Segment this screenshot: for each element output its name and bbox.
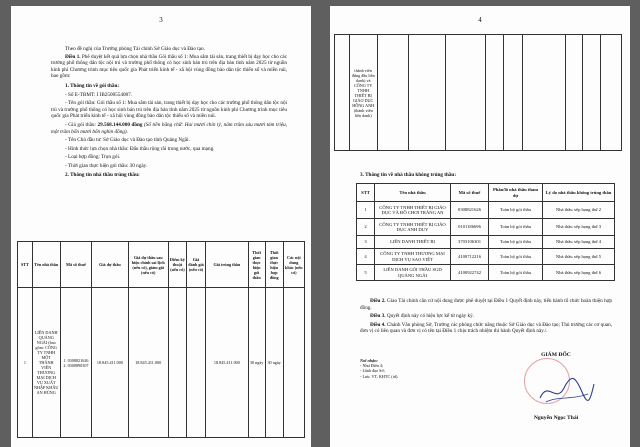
signature-block <box>506 352 606 432</box>
header-cell: STT <box>357 184 375 202</box>
table-cell: CÔNG TY TNHH THIẾT BỊ GIÁO DỤC ANH DUY <box>375 219 451 236</box>
table-cell: Toàn bộ gói thầu <box>489 236 543 249</box>
table-cell: thành viên đứng đầu liên danh) và CÔNG TY TNHH THIẾT BỊ GIÁO DỤC HỒNG ANH (thành viên liên danh) <box>349 35 377 151</box>
table-cell: 3 <box>357 236 375 249</box>
table-cell: Toàn bộ gói thầu <box>489 249 543 265</box>
recipient-item: - Lãnh đạo Sở; <box>360 368 385 374</box>
contract-type: - Loại hợp đồng: Trọn gói. <box>65 154 121 161</box>
header-cell: Điểm kỹ thuật (nếu có) <box>168 242 186 288</box>
article-1 <box>51 54 287 80</box>
table-row <box>357 249 615 265</box>
article-3 <box>360 313 612 320</box>
table-header-row <box>18 242 305 288</box>
loser-table <box>356 183 615 281</box>
winner-table <box>17 241 305 438</box>
header-cell: Tên nhà thầu <box>32 242 60 288</box>
page-number: 4 <box>478 16 482 24</box>
table-cell: 18.845.411.000 <box>128 288 168 438</box>
table-cell: 30 ngày <box>265 288 283 438</box>
table-row <box>357 219 615 236</box>
article-2 <box>360 298 612 311</box>
table-cell: 1. 0308821626 2. 0300890307 <box>60 288 92 438</box>
ebmt-number: - Số E-TBMT: I IB2500554087. <box>65 91 133 98</box>
article-4-label: Điều 4. <box>370 321 386 328</box>
recipient-item: - Lưu: VT, KHTC (td). <box>360 373 399 379</box>
header-cell: Thời gian thực hiện gói thầu <box>248 242 265 288</box>
package-name: - Tên gói thầu: Gói thầu số 1: Mua sắm tài sản, trang thiết bị dạy học cho các trường phổ thông dân tộc nội trú và trường phổ thông có học sinh bán trú trên địa bàn tỉnh năm 2025 từ nguồn kinh phí Chương trình mục tiêu quốc gia Phát triển kinh tế - xã hội vùng đồng bào dân tộc thiểu số và miền núi. <box>51 100 287 120</box>
table-cell: Nhà thầu xếp hạng thứ 5 <box>543 249 615 265</box>
header-cell: STT <box>18 242 33 288</box>
table-cell: 4100922742 <box>451 265 489 281</box>
header-cell: Mã số thuế <box>60 242 92 288</box>
table-cell: Toàn bộ gói thầu <box>489 219 543 236</box>
handwritten-signature <box>536 374 596 408</box>
package-price <box>51 122 287 135</box>
section-3-heading: 3. Thông tin về nhà thầu không trúng thầu: <box>360 172 457 178</box>
table-cell: 4 <box>357 249 375 265</box>
table-cell: CÔNG TY TNHH THƯƠNG MẠI DỊCH VỤ SAO VIỆT <box>375 249 451 265</box>
table-row <box>335 35 622 151</box>
table-cell: Nhà thầu xếp hạng thứ 6 <box>543 265 615 281</box>
table-cell <box>168 288 186 438</box>
header-cell: Thời gian thực hiện hợp đồng <box>265 242 283 288</box>
recipients-title: Nơi nhận: <box>360 358 378 363</box>
table-cell: LIÊN DANH THIẾT BỊ <box>375 236 451 249</box>
header-cell: Lý do nhà thầu không trúng thầu <box>543 184 615 202</box>
table-cell: 0308821626 <box>451 202 489 219</box>
table-cell: 18.845.411.000 <box>206 288 249 438</box>
recipients-block <box>360 358 470 379</box>
table-cell: 4100712216 <box>451 249 489 265</box>
table-cell: 1 <box>357 202 375 219</box>
winner-table-continued <box>334 34 622 151</box>
duration: - Thời gian thực hiện gói thầu: 30 ngày. <box>65 162 148 169</box>
table-cell: Nhà thầu xếp hạng thứ 2 <box>543 202 615 219</box>
table-cell: 30 ngày <box>248 288 265 438</box>
table-row <box>18 288 305 438</box>
table-cell <box>283 288 304 438</box>
article-2-text: Giao Tài chính căn cứ nội dung được phê duyệt tại Điều 1 Quyết định này, tiến hành tổ chức hoàn thiện hợp đồng. <box>360 298 613 311</box>
table-row <box>357 265 615 281</box>
section-2-heading: 2. Thông tin nhà thầu trúng thầu: <box>65 171 140 178</box>
table-cell: Toàn bộ gói thầu <box>489 265 543 281</box>
table-cell: LIÊN DANH GÓI THẦU SGD QUẢNG NGÃI <box>375 265 451 281</box>
price-words: (Số tiền bằng chữ: Hai mươi chín tỷ, năm trăm sáu mươi tám triệu, một trăm bốn mươi bốn nghìn đồng). <box>51 121 288 135</box>
table-cell: CÔNG TY TNHH THIẾT BỊ GIÁO DỤC VÀ ĐỒ CHƠI TRÀNG AN <box>375 202 451 219</box>
table-cell: 1 <box>18 288 33 438</box>
article-3-label: Điều 3. <box>370 313 386 320</box>
table-cell: 18.845.411.000 <box>92 288 128 438</box>
signer-name: Nguyễn Ngọc Thái <box>533 415 579 421</box>
table-cell: Toàn bộ gói thầu <box>489 202 543 219</box>
header-cell: Giá đánh giá (nếu có) <box>186 242 205 288</box>
table-cell: Nhà thầu xếp hạng thứ 4 <box>543 236 615 249</box>
header-cell: Giá dự thầu sau hiệu chỉnh sai lệch (nếu có), giảm giá (nếu có) <box>128 242 168 288</box>
table-row <box>357 202 615 219</box>
article-4-text: Chánh Văn phòng Sở, Trưởng các phòng chức năng thuộc Sở Giáo dục và Đào tạo; Thủ trưởng các cơ quan, đơn vị có liên quan và đơn vị có tên tại Điều 1 chịu trách nhiệm thi hành Quyết định này./. <box>360 321 612 335</box>
intro-text: Theo đề nghị của Trưởng phòng Tài chính Sở Giáo dục và Đào tạo. <box>65 46 205 52</box>
document-page-3 <box>11 6 311 447</box>
header-cell: Giá trúng thầu <box>206 242 249 288</box>
table-cell: LIÊN DANH QUẢNG NGÃI (bao gồm: CÔNG TY TNHH MỘT THÀNH VIÊN THƯƠNG MẠI DỊCH VỤ XUẤT NHẬP KHẨU AN HÙNG <box>32 288 60 438</box>
table-row <box>357 236 615 249</box>
table-cell: 5 <box>357 265 375 281</box>
header-cell: Giá dự thầu <box>92 242 128 288</box>
page-number: 3 <box>159 16 163 24</box>
price-label: - Giá gói thầu: <box>65 121 96 128</box>
header-cell: Phần/lô nhà thầu tham dự <box>489 184 543 202</box>
article-1-text: Phê duyệt kết quả lựa chọn nhà thầu Gói thầu số 1: Mua sắm tài sản, trang thiết bị dạy học cho các trường phổ thông dân tộc nội trú và trường phổ thông có học sinh bán trú trên địa bàn tỉnh năm 2025 từ nguồn kinh phí Chương trình mục tiêu quốc gia Phát triển kinh tế - xã hội vùng đồng bào dân tộc thiểu số và miền núi, bao gồm: <box>51 53 288 80</box>
table-cell: 2 <box>357 219 375 236</box>
table-cell: Nhà thầu xếp hạng thứ 3 <box>543 219 615 236</box>
selection-form: - Hình thức lựa chọn nhà thầu: Đấu thầu rộng rãi trong nước, qua mạng. <box>65 145 215 152</box>
signer-title: GIÁM ĐỐC <box>541 352 571 358</box>
recipient-item: - Như Điều 4; <box>360 363 384 369</box>
investor: - Tên Chủ đầu tư: Sở Giáo dục và Đào tạo tỉnh Quảng Ngãi. <box>65 137 190 144</box>
header-cell: Các nội dung khác (nếu có) <box>283 242 304 288</box>
header-cell: Tên nhà thầu <box>375 184 451 202</box>
table-header-row <box>357 184 615 202</box>
document-page-4 <box>330 6 630 447</box>
article-4 <box>360 322 612 335</box>
article-2-label: Điều 2. <box>370 298 386 304</box>
section-1-heading: 1. Thông tin về gói thầu: <box>65 82 120 89</box>
header-cell: Mã số thuế <box>451 184 489 202</box>
table-cell <box>186 288 205 438</box>
table-cell: 3703106301 <box>451 236 489 249</box>
table-cell: 0101186696 <box>451 219 489 236</box>
price-value: 29.568.144.000 đồng <box>97 121 143 128</box>
article-3-text: Quyết định này có hiệu lực kể từ ngày ký. <box>386 313 475 320</box>
article-1-label: Điều 1. <box>65 53 81 60</box>
